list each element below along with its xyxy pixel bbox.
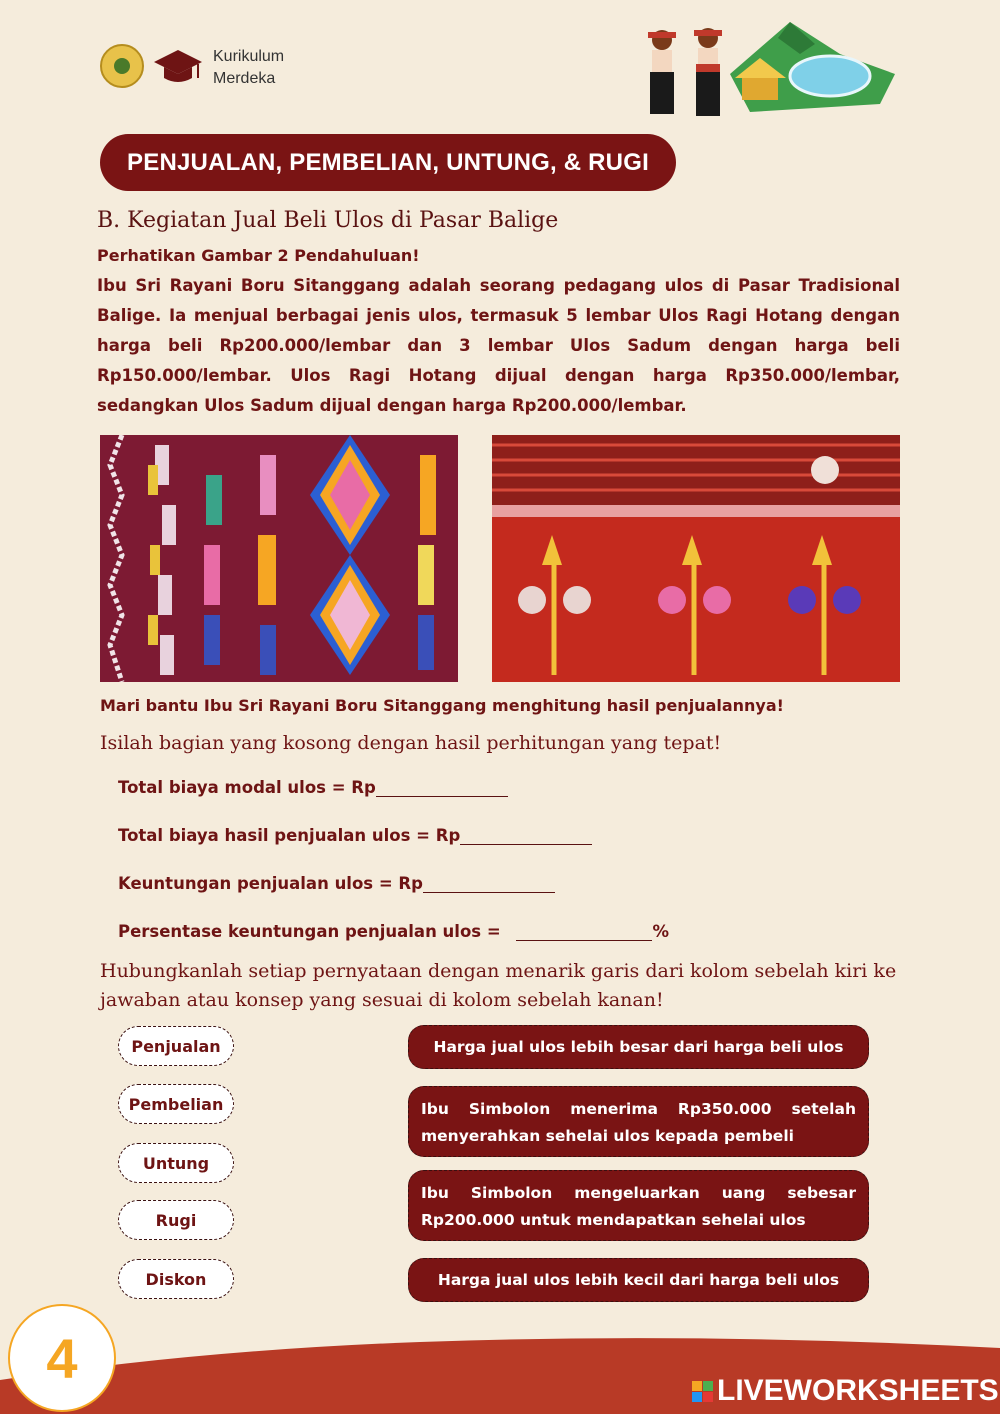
help-text: Mari bantu Ibu Sri Rayani Boru Sitanggang menghitung hasil penjualannya! <box>100 696 784 715</box>
question-profit <box>118 874 555 893</box>
answer-box-1[interactable]: Harga jual ulos lebih besar dari harga beli ulos <box>408 1025 869 1069</box>
liveworksheets-brand: LIVEWORKSHEETS <box>717 1374 999 1407</box>
question-label: Total biaya modal ulos = Rp <box>118 778 376 797</box>
term-penjualan[interactable]: Penjualan <box>118 1026 234 1066</box>
answer-blank-profit-percentage[interactable] <box>516 922 652 941</box>
section-heading: B. Kegiatan Jual Beli Ulos di Pasar Balige <box>97 208 559 233</box>
question-total-cost <box>118 778 508 797</box>
instruction-text: Perhatikan Gambar 2 Pendahuluan! <box>97 246 420 265</box>
matching-instruction: Hubungkanlah setiap pernyataan dengan menarik garis dari kolom sebelah kiri ke jawaban atau konsep yang sesuai di kolom sebelah kanan! <box>100 960 897 1011</box>
story-paragraph: Ibu Sri Rayani Boru Sitanggang adalah seorang pedagang ulos di Pasar Tradisional Balige. Ia menjual berbagai jenis ulos, termasuk 5 lembar Ulos Ragi Hotang dengan harga beli Rp200.000/lembar dan 3 lembar Ulos Sadum dengan harga beli Rp150.000/lembar. Ulos Ragi Hotang dijual dengan harga Rp350.000/lembar, sedangkan Ulos Sadum dijual dengan harga Rp200.000/lembar. <box>97 276 900 415</box>
question-label: Persentase keuntungan penjualan ulos = <box>118 922 507 941</box>
answer-blank-total-sales[interactable] <box>460 826 592 845</box>
term-diskon[interactable]: Diskon <box>118 1259 234 1299</box>
term-rugi[interactable]: Rugi <box>118 1200 234 1240</box>
graduation-cap-icon <box>152 46 204 88</box>
page-title: PENJUALAN, PEMBELIAN, UNTUNG, & RUGI <box>100 134 676 191</box>
question-profit-percentage <box>118 922 669 941</box>
percent-sign: % <box>652 922 669 941</box>
question-total-sales <box>118 826 592 845</box>
answer-box-2[interactable]: Ibu Simbolon menerima Rp350.000 setelah menyerahkan sehelai ulos kepada pembeli <box>408 1086 869 1157</box>
answer-blank-profit[interactable] <box>423 874 555 893</box>
curriculum-line1: Kurikulum <box>213 48 285 65</box>
term-untung[interactable]: Untung <box>118 1143 234 1183</box>
curriculum-label <box>213 46 284 90</box>
answer-box-3[interactable]: Ibu Simbolon mengeluarkan uang sebesar Rp200.000 untuk mendapatkan sehelai ulos <box>408 1170 869 1241</box>
batak-landscape-illustration <box>640 14 900 120</box>
question-label: Total biaya hasil penjualan ulos = Rp <box>118 826 461 845</box>
ulos-ragi-hotang-photo <box>100 435 458 682</box>
liveworksheets-logo <box>692 1374 999 1408</box>
term-pembelian[interactable]: Pembelian <box>118 1084 234 1124</box>
university-logo <box>100 44 144 88</box>
answer-box-4[interactable]: Harga jual ulos lebih kecil dari harga beli ulos <box>408 1258 869 1302</box>
liveworksheets-grid-icon <box>692 1381 713 1402</box>
fill-instruction: Isilah bagian yang kosong dengan hasil perhitungan yang tepat! <box>100 732 722 754</box>
page-number: 4 <box>46 1326 78 1390</box>
ulos-sadum-photo <box>492 435 900 682</box>
answer-blank-total-cost[interactable] <box>376 778 508 797</box>
curriculum-line2: Merdeka <box>213 70 276 87</box>
question-label: Keuntungan penjualan ulos = Rp <box>118 874 423 893</box>
